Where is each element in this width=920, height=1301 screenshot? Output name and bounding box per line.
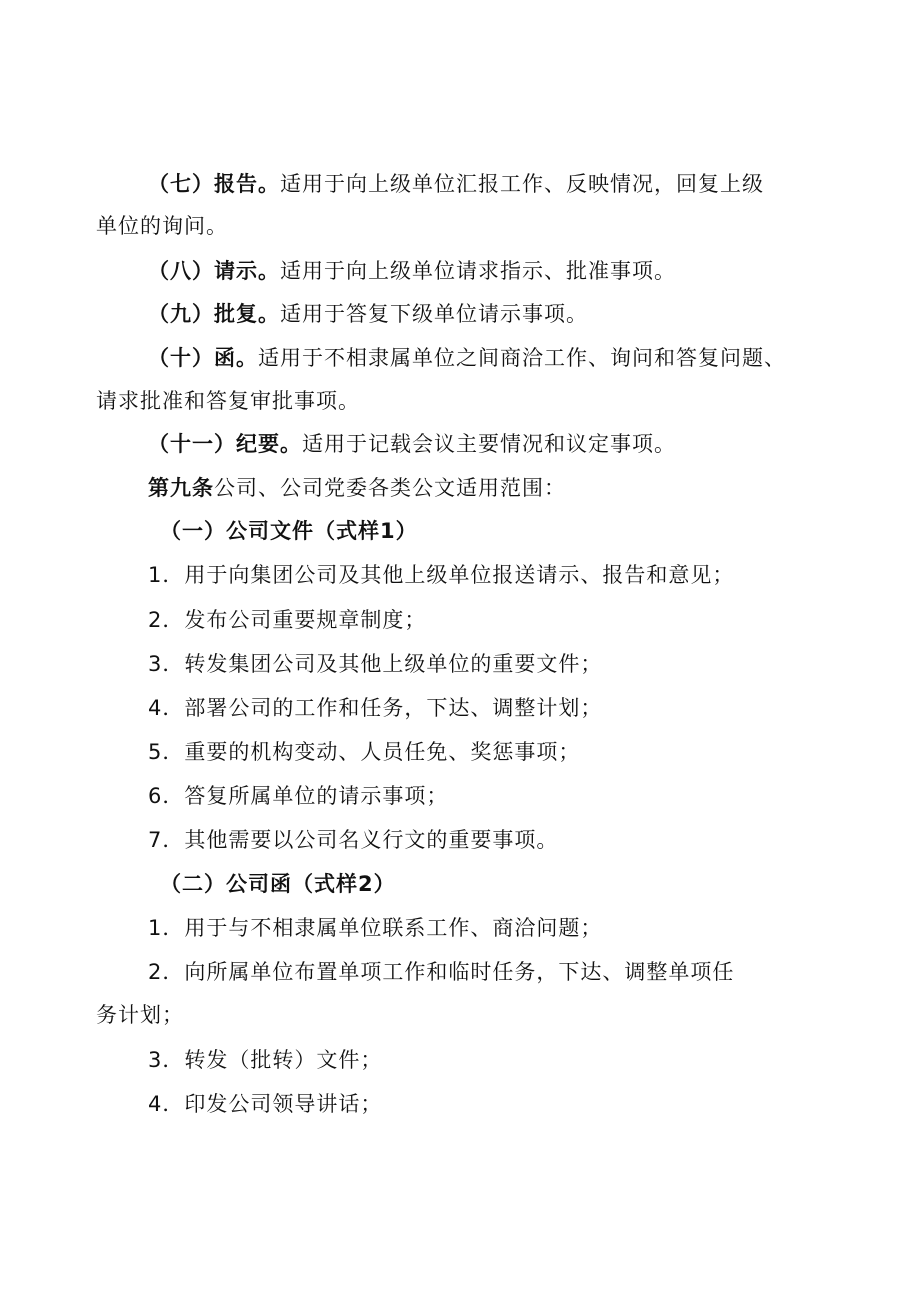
list-item-text: 7．其他需要以公司名义行文的重要事项。: [148, 828, 559, 852]
doc-line-report: [148, 170, 764, 198]
list-item-text: 6．答复所属单位的请示事项；: [148, 784, 449, 808]
subheading-company-document-text: （一）公司文件（式样1）: [160, 519, 418, 543]
list-item-text: 1．用于与不相隶属单位联系工作、商洽问题；: [148, 916, 603, 940]
list-item-text: 2．发布公司重要规章制度；: [148, 608, 427, 632]
item-text-report-cont: 单位的询问。: [96, 214, 228, 238]
list-item: [148, 826, 558, 854]
list-item: [148, 914, 602, 942]
list-item-text: 务计划；: [96, 1003, 184, 1027]
list-item-text: 3．转发集团公司及其他上级单位的重要文件；: [148, 652, 603, 676]
list-item-continuation: [96, 1001, 184, 1029]
list-item: [148, 1090, 382, 1118]
item-text-letter: 适用于不相隶属单位之间商洽工作、询问和答复问题、: [258, 346, 786, 370]
subheading-company-document: [160, 517, 418, 545]
item-text-reply: 适用于答复下级单位请示事项。: [280, 302, 588, 326]
list-item-text: 3．转发（批转）文件；: [148, 1048, 383, 1072]
list-item: [148, 738, 580, 766]
item-label-letter: （十）函。: [148, 346, 258, 370]
list-item-text: 1．用于向集团公司及其他上级单位报送请示、报告和意见；: [148, 563, 735, 587]
list-item-text: 5．重要的机构变动、人员任免、奖惩事项；: [148, 740, 581, 764]
list-item-text: 4．印发公司领导讲话；: [148, 1092, 383, 1116]
item-text-letter-cont: 请求批准和答复审批事项。: [96, 389, 360, 413]
list-item-text: 2．向所属单位布置单项工作和临时任务，下达、调整单项任: [148, 960, 735, 984]
doc-line-report-cont: [96, 212, 228, 240]
item-text-minutes: 适用于记载会议主要情况和议定事项。: [302, 432, 676, 456]
item-text-report: 适用于向上级单位汇报工作、反映情况，回复上级: [280, 172, 764, 196]
item-label-report: （七）报告。: [148, 172, 280, 196]
list-item-text: 4．部署公司的工作和任务，下达、调整计划；: [148, 696, 603, 720]
doc-line-minutes: [148, 430, 676, 458]
list-item: [148, 650, 602, 678]
list-item: [148, 561, 734, 589]
item-label-minutes: （十一）纪要。: [148, 432, 302, 456]
item-label-request: （八）请示。: [148, 259, 280, 283]
doc-line-letter: [148, 344, 786, 372]
doc-line-letter-cont: [96, 387, 360, 415]
subheading-company-letter-text: （二）公司函（式样2）: [160, 872, 396, 896]
item-text-request: 适用于向上级单位请求指示、批准事项。: [280, 259, 676, 283]
doc-line-reply: [148, 300, 588, 328]
article-text: 公司、公司党委各类公文适用范围：: [214, 476, 566, 500]
doc-line-article-9: [148, 474, 566, 502]
doc-line-request: [148, 257, 676, 285]
list-item: [148, 782, 448, 810]
list-item: [148, 1046, 382, 1074]
article-label: 第九条: [148, 476, 214, 500]
subheading-company-letter: [160, 870, 396, 898]
list-item: [148, 606, 426, 634]
list-item: [148, 694, 602, 722]
list-item: [148, 958, 734, 986]
item-label-reply: （九）批复。: [148, 302, 280, 326]
